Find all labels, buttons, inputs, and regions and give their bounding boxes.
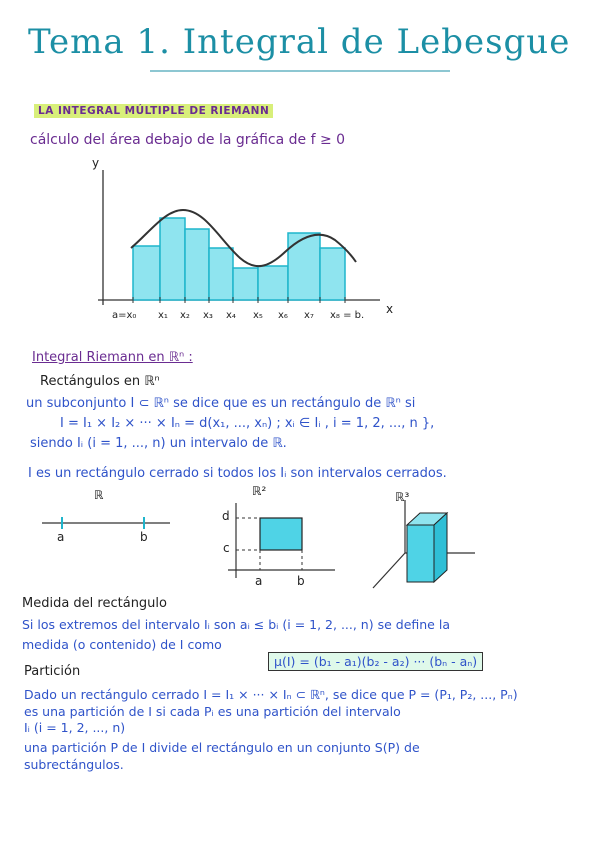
r2-label-c: c bbox=[223, 541, 230, 555]
partition-header: Partición bbox=[24, 664, 81, 679]
tick-label: x₃ bbox=[203, 310, 213, 321]
tick-label: a=x₀ bbox=[112, 310, 137, 321]
partition-line-2: es una partición de I si cada Pᵢ es una partición del intervalo bbox=[24, 704, 401, 719]
rect-line-3: siendo Iᵢ (i = 1, ..., n) un intervalo de ℝ. bbox=[30, 436, 287, 451]
tick-label: x₇ bbox=[304, 310, 314, 321]
partition-line-3: Iᵢ (i = 1, 2, ..., n) bbox=[24, 720, 126, 735]
label-r1: ℝ bbox=[94, 488, 104, 502]
r2-label-b: b bbox=[297, 574, 305, 588]
area-text: cálculo del área debajo de la gráfica de f ≥ 0 bbox=[30, 132, 346, 148]
partition-line-1: Dado un rectángulo cerrado I = I₁ × ··· × Iₙ ⊂ ℝⁿ, se dice que P = (P₁, P₂, ..., Pₙ) bbox=[24, 687, 518, 702]
tick-label: x₂ bbox=[180, 310, 190, 321]
r1-label-a: a bbox=[57, 530, 65, 544]
tick-label: x₅ bbox=[253, 310, 263, 321]
r2-rectangle bbox=[260, 518, 302, 550]
tick-label: x₄ bbox=[226, 310, 236, 321]
r2-label-a: a bbox=[255, 574, 263, 588]
graph-x-label: x bbox=[386, 302, 394, 316]
partition-line-4: una partición P de I divide el rectángulo en un conjunto S(P) de bbox=[24, 740, 420, 755]
measure-line-2: medida (o contenido) de I como bbox=[22, 637, 222, 652]
r3-box-side bbox=[434, 513, 447, 582]
r3-box-front bbox=[407, 525, 434, 582]
r2-label-d: d bbox=[222, 509, 230, 523]
tick-label: x₈ = b. bbox=[330, 310, 365, 321]
rect-header: Rectángulos en ℝⁿ bbox=[40, 374, 160, 389]
label-r2: ℝ² bbox=[252, 484, 267, 498]
rect-line-2: I = I₁ × I₂ × ··· × Iₙ = d(x₁, ..., xₙ) ; xᵢ ∈ Iᵢ , i = 1, 2, ..., n }, bbox=[60, 416, 435, 431]
label-r3: ℝ³ bbox=[395, 490, 410, 504]
section-heading-riemann: LA INTEGRAL MÚLTIPLE DE RIEMANN bbox=[34, 104, 273, 118]
tick-label: x₆ bbox=[278, 310, 288, 321]
measure-formula: μ(I) = (b₁ - a₁)(b₂ - a₂) ··· (bₙ - aₙ) bbox=[268, 652, 483, 671]
tick-label: x₁ bbox=[158, 310, 168, 321]
section-heading-rn: Integral Riemann en ℝⁿ : bbox=[32, 350, 193, 365]
rect-line-4: I es un rectángulo cerrado si todos los Iᵢ son intervalos cerrados. bbox=[28, 466, 447, 481]
measure-header: Medida del rectángulo bbox=[22, 596, 167, 611]
measure-line-1: Si los extremos del intervalo Iᵢ son aᵢ ≤ bᵢ (i = 1, 2, ..., n) se define la bbox=[22, 617, 450, 632]
rect-line-1: un subconjunto I ⊂ ℝⁿ se dice que es un rectángulo de ℝⁿ si bbox=[26, 396, 416, 411]
partition-line-5: subrectángulos. bbox=[24, 757, 124, 772]
page-title: Tema 1. Integral de Lebesgue bbox=[28, 22, 571, 62]
r1-label-b: b bbox=[140, 530, 148, 544]
graph-y-label: y bbox=[92, 156, 100, 170]
